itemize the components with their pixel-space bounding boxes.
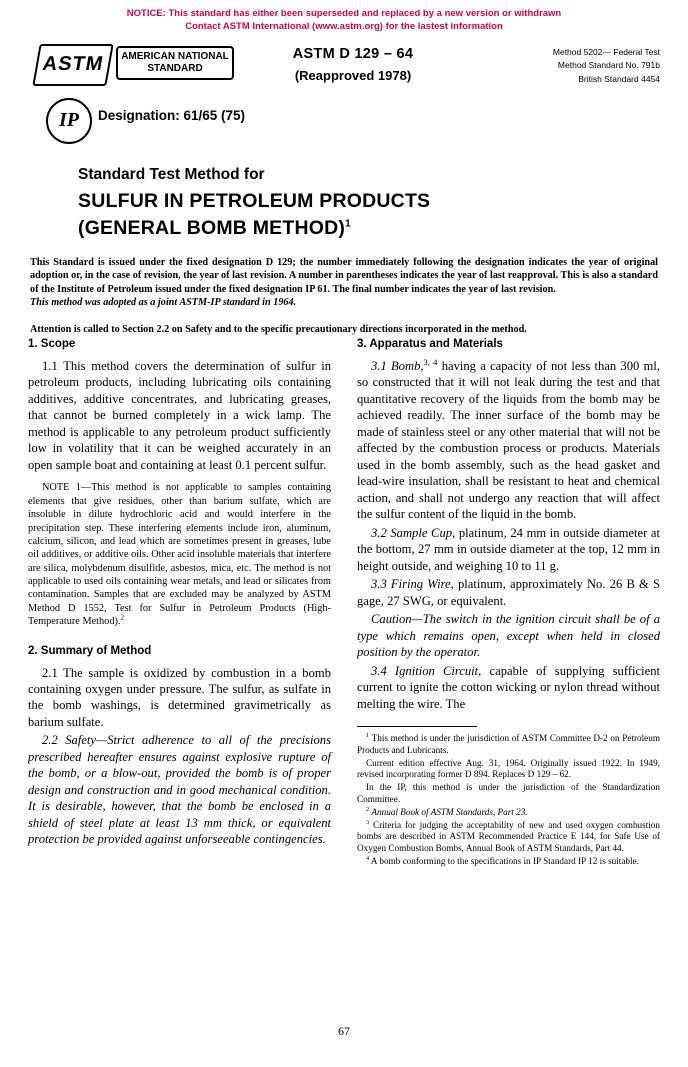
footnote-4-marker: 2	[366, 805, 370, 813]
section-3-heading: 3. Apparatus and Materials	[357, 338, 503, 350]
masthead	[28, 40, 660, 160]
note-1-label: NOTE 1	[42, 482, 81, 494]
right-column	[357, 338, 660, 869]
paragraph-3-2-text: platinum, 24 mm in outside diameter at the bottom, 27 mm in outside diameter at the top, 12 mm in height outside, and weighing 10 to 11 g.	[357, 525, 660, 573]
standard-number: ASTM D 129 – 64	[292, 45, 414, 62]
paragraph-2-1: 2.1 The sample is oxidized by combustion in a bomb containing oxygen under pressure. The sulfur, as sulfate in the bomb washings, is determined gravimetrically as barium sulfate.	[28, 665, 331, 729]
paragraph-3-1-text: having a capacity of not less than 300 ml, so constructed that it will not leak during the test and that quantitative recovery of the liquids from the bomb may be achieved readily. The inner surface of the bomb may be made of stainless steel or any other material that will not be affected by the combustion process or products. Materials used in the bomb assembly, such as the head gasket and lead-wire insulation, shall be resistant to heat and chemical action, and shall not undergo any reaction that will affect the sulfur content of the liquid in the bomb.	[357, 359, 660, 522]
paragraph-3-3-text: platinum, approximately No. 26 B & S gage, 27 SWG, or equivalent.	[357, 577, 660, 608]
paragraph-1-1: 1.1 This method covers the determination of sulfur in petroleum products, including lubricating oils containing additives, additive concentrates, and lubricating greases, that cannot be burned completely in a wick lamp. The method is applicable to any petroleum product sufficiently low in volatility that it can be weighed accurately in an open sample boat and containing at least 0.1 percent sulfur.	[28, 359, 331, 472]
footnote-5-marker: 3	[366, 818, 370, 826]
note-1-footnote-marker: 2	[120, 613, 124, 622]
left-column	[28, 338, 331, 869]
title-footnote-marker: 1	[345, 218, 351, 230]
footnote-2	[357, 758, 660, 782]
ansi-line-2: STANDARD	[147, 63, 203, 75]
paragraph-3-2-label: 3.2 Sample Cup,	[371, 525, 456, 540]
footnote-3-text: In the IP, this method is under the jurisdiction of the Standardization Committee.	[357, 782, 660, 804]
footnote-3	[357, 782, 660, 806]
caution-note	[357, 611, 660, 660]
preamble-text: This Standard is issued under the fixed designation D 129; the number immediately following the designation indicates the year of original adoption or, in the case of revision, the year of last revision. A number in parentheses indicates the year of last reapproval. This is also a standard of the Institute of Petroleum issued under the fixed designation IP 61. The final number indicates the year of last revision.	[30, 256, 658, 295]
page-subtitle	[78, 217, 628, 240]
standard-designation-block	[238, 46, 468, 83]
footnote-6-marker: 4	[366, 854, 370, 862]
adoption-note: This method was adopted as a joint ASTM-IP standard in 1964.	[30, 296, 297, 308]
notice-line-1: NOTICE: This standard has either been superseded and replaced by a new version or withdrawn	[126, 8, 562, 19]
note-1	[28, 481, 331, 628]
footnote-1-marker: 1	[366, 732, 370, 740]
page-title: SULFUR IN PETROLEUM PRODUCTS	[78, 189, 431, 212]
note-1-text: —This method is not applicable to samples containing elements that give residues, other than barium sulfate, which are insoluble in dilute hydrochloric acid and would interfere in the precipitation step. These interfering elements include iron, aluminum, calcium, silicon, and lead which are sometimes present in greases, lube oil additives, or additive oils. Other acid insoluble materials that interfere are silica, molybdenum disulfide, asbestos, mica, etc. The method is not applicable to used oils containing wear metals, and lead or silicates from contamination. Samples that are excluded may be analyzed by ASTM Method D 1552, Test for Sulfur in Petroleum Products (High-Temperature Method).	[28, 482, 331, 628]
paragraph-3-3-label: 3.3 Firing Wire,	[371, 577, 454, 592]
british-standard: British Standard 4454	[578, 73, 660, 84]
footnote-1	[357, 733, 660, 757]
caution-label: Caution—	[371, 612, 423, 627]
american-national-standard-mark	[116, 46, 234, 80]
paragraph-3-4	[357, 663, 660, 712]
ip-designation: Designation: 61/65 (75)	[98, 107, 246, 123]
paragraph-3-2	[357, 525, 660, 574]
astm-logo: ASTM	[32, 44, 113, 86]
paragraph-3-1-label: 3.1 Bomb,	[371, 359, 424, 373]
cross-reference-block	[553, 46, 660, 87]
footnote-1-text: This method is under the jurisdiction of ASTM Committee D-2 on Petroleum Products and Lubricants.	[357, 733, 660, 755]
body-columns	[28, 338, 660, 869]
footnote-2-text: Current edition effective Aug. 31, 1964. Originally issued 1922. In 1949, revised incorporating former D 894. Replaces D 129 – 62.	[357, 757, 660, 780]
title-block	[78, 166, 628, 240]
footnote-rule	[357, 726, 477, 727]
paragraph-3-1	[357, 358, 660, 523]
paragraph-3-1-footnote-marker: 3, 4	[423, 356, 438, 367]
preamble	[30, 256, 658, 310]
attention-note: Attention is called to Section 2.2 on Safety and to the specific precautionary directions incorporated in the method.	[30, 324, 527, 336]
caution-text: The switch in the ignition circuit shall be of a type which remains open, except when held in closed position by the operator.	[357, 612, 660, 660]
section-2-heading: 2. Summary of Method	[28, 644, 152, 657]
paragraph-3-3	[357, 576, 660, 609]
federal-test-method: Method 5202— Federal Test	[552, 46, 660, 57]
reapproval-year: (Reapproved 1978)	[294, 67, 412, 83]
ansi-line-1: AMERICAN NATIONAL	[121, 50, 229, 62]
paragraph-3-4-label: 3.4 Ignition Circuit,	[371, 663, 482, 678]
withdrawn-notice	[0, 0, 688, 34]
footnote-5-text: Criteria for judging the acceptability of new and used oxygen combustion bombs are described in ASTM Recommended Practice E 144, for Safe Use of Oxygen Combustion Bombs, Annual Book of ASTM Standards, Part 44.	[357, 819, 660, 854]
footnote-6	[357, 856, 660, 868]
section-1-heading: 1. Scope	[28, 338, 76, 350]
paragraph-3-4-text: capable of supplying sufficient current to ignite the cotton wicking or nylon thread without melting the wire. The	[357, 663, 660, 711]
title-prefix: Standard Test Method for	[78, 165, 265, 183]
footnotes	[357, 733, 660, 867]
title-line-2-text: (GENERAL BOMB METHOD)	[78, 216, 346, 239]
page-number: 67	[338, 1024, 350, 1038]
method-standard: Method Standard No. 791b	[557, 60, 660, 71]
footnote-4	[357, 807, 660, 819]
footnote-5	[357, 820, 660, 855]
ip-logo: IP	[46, 98, 92, 144]
paragraph-2-2-text: —Strict adherence to all of the precisions prescribed hereafter ensures against explosive rupture of the bomb, or a blow-out, provided the bomb is of proper design and construction and in good mechanical condition. It is desirable, however, that the bomb be enclosed in a shield of steel plate at least 13 mm thick, or equivalent protection be provided against unforseeable contingencies.	[28, 733, 331, 847]
footnote-4-text: Annual Book of ASTM Standards, Part 23.	[371, 806, 528, 817]
paragraph-2-2-label: 2.2 Safety	[42, 733, 97, 748]
footnote-6-text: A bomb conforming to the specifications in IP Standard IP 12 is suitable.	[370, 855, 639, 866]
paragraph-2-2	[28, 732, 331, 847]
notice-line-2: Contact ASTM International (www.astm.org) for the lastest information	[185, 20, 503, 32]
